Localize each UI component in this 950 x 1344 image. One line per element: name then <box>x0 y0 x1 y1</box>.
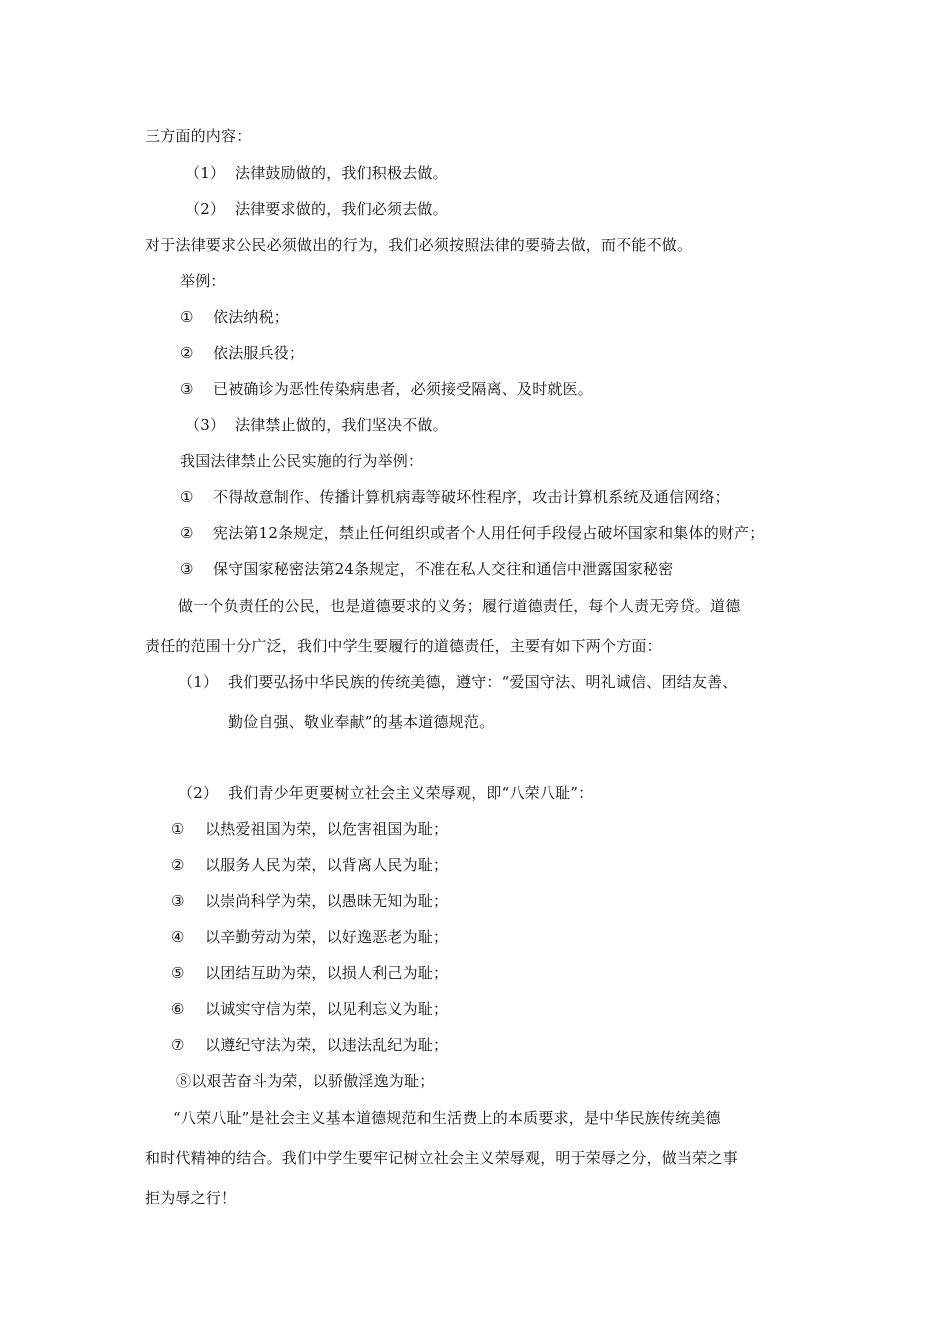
required-example-1-text: 依法纳税； <box>213 308 290 326</box>
honor-item-7-marker: ⑦ <box>171 1036 185 1054</box>
required-example-3-text: 已被确诊为恶性传染病患者，必须接受隔离、及时就医。 <box>213 380 594 398</box>
honor-item-3-marker: ③ <box>171 892 185 910</box>
honor-item-6-text: 以诚实守信为荣，以见利忘义为耻； <box>205 1000 449 1018</box>
prohibited-example-3-marker: ③ <box>180 560 194 578</box>
prohibited-example-1-text: 不得故意制作、传播计算机病毒等破坏性程序，攻击计算机系统及通信网络； <box>213 488 730 506</box>
law-item-1-marker: （1） <box>185 164 226 182</box>
intro-line: 三方面的内容： <box>145 127 252 145</box>
prohibited-example-1-marker: ① <box>180 488 194 506</box>
moral-item-1-marker: （1） <box>178 673 219 691</box>
conclusion-line-3: 拒为辱之行！ <box>145 1189 237 1207</box>
prohibited-example-1 <box>180 487 730 507</box>
honor-item-6-marker: ⑥ <box>171 1000 185 1018</box>
law-item-2-text: 法律要求做的，我们必须去做。 <box>235 200 448 218</box>
honor-item-3 <box>171 891 448 911</box>
honor-item-1-text: 以热爱祖国为荣，以危害祖国为耻； <box>205 820 449 838</box>
prohibited-example-2 <box>180 523 765 543</box>
prohibited-example-2-marker: ② <box>180 524 194 542</box>
honor-item-1 <box>171 819 448 839</box>
honor-item-5-marker: ⑤ <box>171 964 185 982</box>
law-item-3-marker: （3） <box>185 416 226 434</box>
moral-item-2-text: 我们青少年更要树立社会主义荣辱观，即“八荣八耻”： <box>228 784 594 802</box>
requirement-note: 对于法律要求公民必须做出的行为，我们必须按照法律的要骑去做，而不能不做。 <box>145 236 693 254</box>
required-example-1-marker: ① <box>180 308 194 326</box>
moral-paragraph-line-2: 责任的范围十分广泛，我们中学生要履行的道德责任，主要有如下两个方面： <box>145 637 662 655</box>
honor-item-2-text: 以服务人民为荣，以背离人民为耻； <box>205 856 449 874</box>
honor-item-4-text: 以辛勤劳动为荣，以好逸恶老为耻； <box>205 928 449 946</box>
required-example-3-marker: ③ <box>180 380 194 398</box>
law-item-3 <box>185 415 448 435</box>
required-example-1 <box>180 307 289 327</box>
law-item-1-text: 法律鼓励做的，我们积极去做。 <box>235 164 448 182</box>
honor-item-2-marker: ② <box>171 856 185 874</box>
honor-item-2 <box>171 855 448 875</box>
moral-item-1-line-2: 勤俭自强、敬业奉献”的基本道德规范。 <box>228 713 495 731</box>
required-example-3 <box>180 379 593 399</box>
example-heading: 举例： <box>180 272 226 290</box>
conclusion-line-2: 和时代精神的结合。我们中学生要牢记树立社会主义荣辱观，明于荣辱之分，做当荣之事 <box>145 1149 738 1167</box>
honor-item-6 <box>171 999 448 1019</box>
prohibited-heading: 我国法律禁止公民实施的行为举例： <box>180 452 424 470</box>
law-item-1 <box>185 163 448 183</box>
moral-item-1-line-1: 我们要弘扬中华民族的传统美德，遵守：“爱国守法、明礼诚信、团结友善、 <box>228 673 738 691</box>
prohibited-example-3-text: 保守国家秘密法第24条规定，不准在私人交往和通信中泄露国家秘密 <box>213 560 674 578</box>
honor-item-4 <box>171 927 448 947</box>
honor-item-5 <box>171 963 448 983</box>
required-example-2-marker: ② <box>180 344 194 362</box>
moral-item-1 <box>178 672 737 692</box>
moral-item-2-marker: （2） <box>178 784 219 802</box>
honor-item-7-text: 以遵纪守法为荣，以违法乱纪为耻； <box>205 1036 449 1054</box>
law-item-2-marker: （2） <box>185 200 226 218</box>
honor-item-3-text: 以崇尚科学为荣，以愚昧无知为耻； <box>205 892 449 910</box>
honor-item-4-marker: ④ <box>171 928 185 946</box>
honor-item-8: ⑧以艰苦奋斗为荣，以骄傲淫逸为耻； <box>176 1072 435 1090</box>
required-example-2-text: 依法服兵役； <box>213 344 305 362</box>
law-item-3-text: 法律禁止做的，我们坚决不做。 <box>235 416 448 434</box>
required-example-2 <box>180 343 304 363</box>
prohibited-example-2-text: 宪法第12条规定，禁止任何组织或者个人用任何手段侵占破坏国家和集体的财产； <box>213 524 765 542</box>
moral-item-2 <box>178 783 593 803</box>
law-item-2 <box>185 199 448 219</box>
prohibited-example-3 <box>180 559 673 579</box>
conclusion-line-1: “八荣八耻”是社会主义基本道德规范和生活费上的本质要求，是中华民族传统美德 <box>173 1109 721 1127</box>
honor-item-1-marker: ① <box>171 820 185 838</box>
honor-item-5-text: 以团结互助为荣，以损人利己为耻； <box>205 964 449 982</box>
moral-paragraph-line-1: 做一个负责任的公民，也是道德要求的义务；履行道德责任，每个人责无旁贷。道德 <box>178 597 741 615</box>
honor-item-7 <box>171 1035 448 1055</box>
